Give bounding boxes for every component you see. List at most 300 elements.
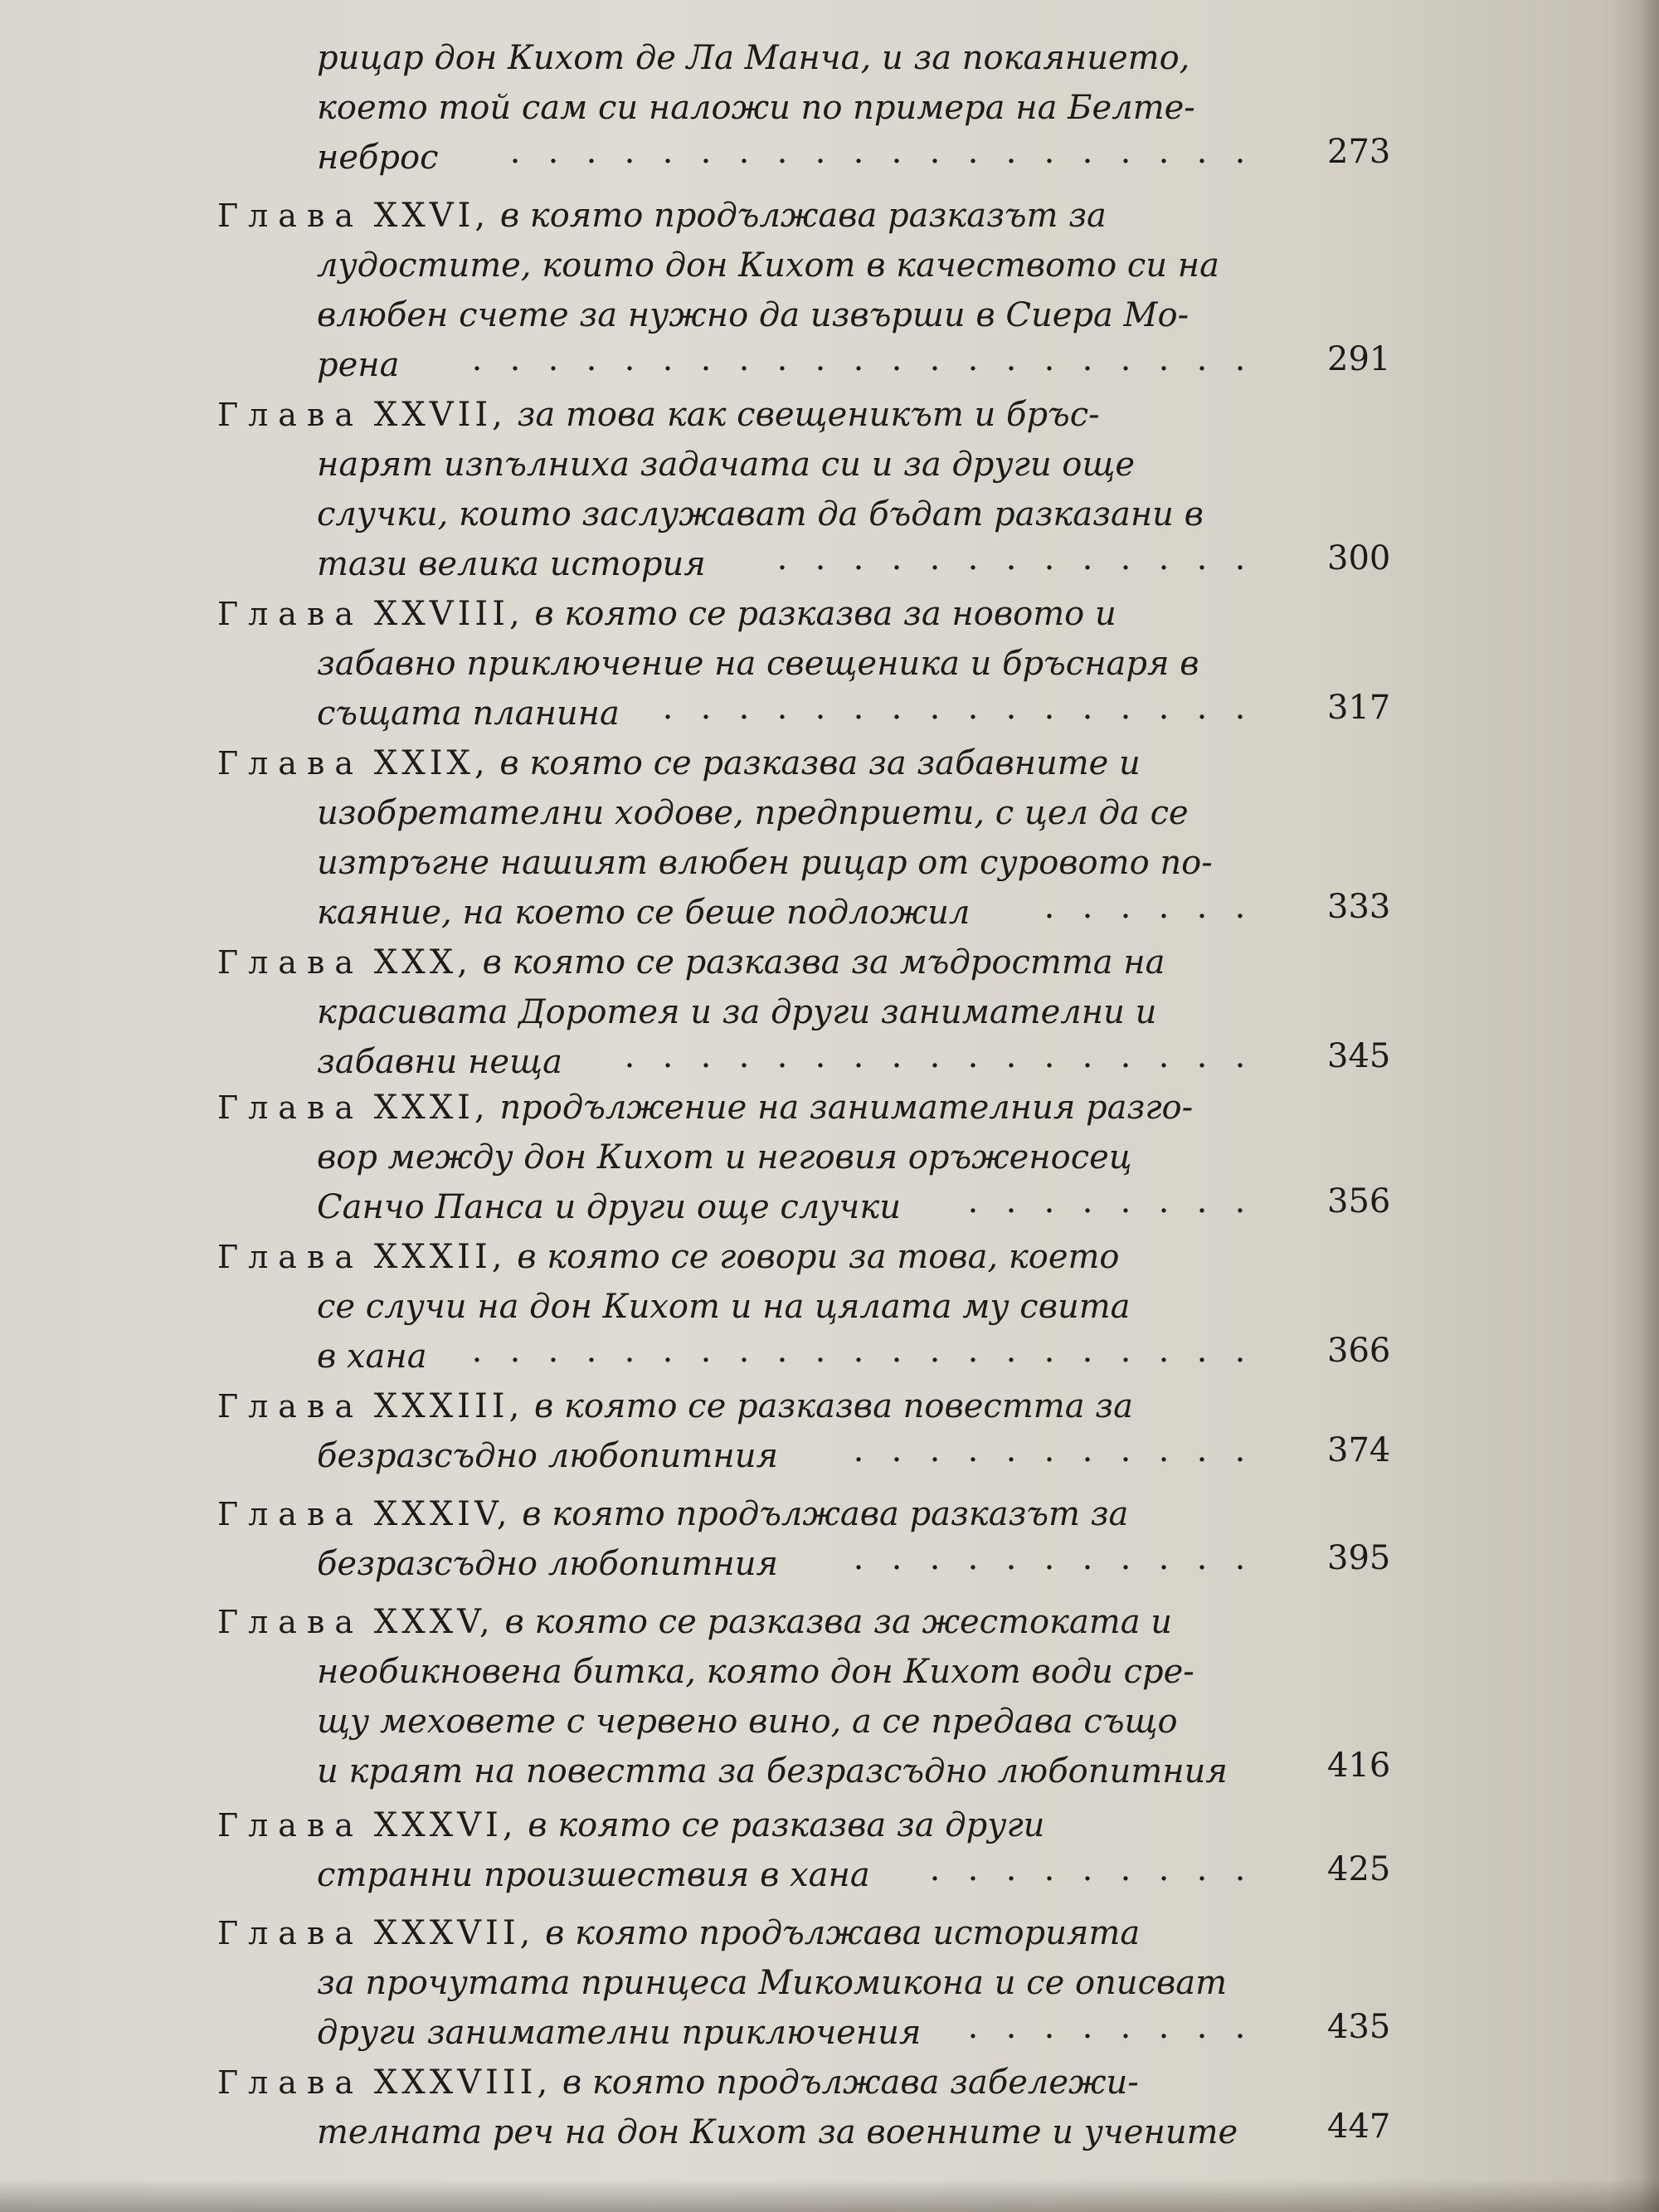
leader-dot: . [1234, 1539, 1246, 1577]
leader-dot: . [1158, 1850, 1170, 1888]
toc-entry [0, 33, 1659, 183]
leader-dot: . [586, 1332, 597, 1370]
leader-dot: . [815, 1037, 826, 1075]
leader-dot: . [1158, 1431, 1170, 1469]
toc-entry-line [217, 1908, 1659, 1958]
page-number: 374 [1327, 1431, 1391, 1469]
toc-entry [0, 191, 1659, 390]
leader-dot: . [547, 1332, 559, 1370]
leader-dot: . [1158, 133, 1170, 171]
leader-dot: . [700, 689, 712, 727]
chapter-title-text: в която продължава разказът за [522, 1495, 1129, 1533]
leader-dot: . [891, 1539, 902, 1577]
chapter-label: Глава [217, 944, 364, 981]
leader-dot: . [1044, 689, 1055, 727]
leader-dot: . [1234, 1431, 1246, 1469]
leader-dots [916, 1850, 1259, 1888]
chapter-label: Глава [217, 1915, 364, 1951]
leader-dot: . [929, 1037, 941, 1075]
leader-dot: . [1044, 1539, 1055, 1577]
leader-dot: . [509, 340, 521, 378]
toc-entry-line [317, 788, 1659, 838]
toc-entry-line [217, 938, 1659, 987]
toc-entry-line [217, 1083, 1659, 1133]
leader-dot: . [1044, 340, 1055, 378]
leader-dot: . [776, 1332, 788, 1370]
toc-entry-line [317, 440, 1659, 490]
leader-dot: . [1120, 539, 1131, 577]
leader-dot: . [1234, 539, 1246, 577]
chapter-title-text: безразсъдно любопитния [317, 1545, 778, 1583]
leader-dot: . [929, 539, 941, 577]
leader-dot: . [1005, 2008, 1017, 2046]
leader-dot: . [853, 340, 864, 378]
leader-dot: . [1120, 1332, 1131, 1370]
leader-dot: . [700, 1037, 712, 1075]
toc-entry-line [217, 191, 1659, 241]
leader-dot: . [967, 2008, 979, 2046]
page-number: 356 [1327, 1182, 1391, 1220]
chapter-title-text: в която продължава историята [545, 1914, 1141, 1952]
chapter-title-text: забавно приключение на свещеника и бръснаря в [317, 645, 1199, 683]
chapter-title-text: в която се разказва за мъдростта на [482, 943, 1165, 982]
toc-entry-line [317, 290, 1659, 340]
leader-dot: . [662, 340, 674, 378]
leader-dot: . [853, 1539, 864, 1577]
leader-dot: . [853, 1431, 864, 1469]
leader-dot: . [1044, 1431, 1055, 1469]
chapter-title-text: в която се разказва за други [528, 1806, 1045, 1844]
leader-dot: . [1196, 2008, 1208, 2046]
leader-dot: . [967, 689, 979, 727]
toc-entry [0, 1800, 1659, 1900]
leader-dot: . [586, 340, 597, 378]
chapter-label: Глава [217, 1388, 364, 1425]
leader-dot: . [853, 1037, 864, 1075]
chapter-label: Глава [217, 1604, 364, 1640]
chapter-title-text: рицар дон Кихот де Ла Манча, и за покаянието, [317, 39, 1190, 77]
leader-dot: . [776, 1037, 788, 1075]
toc-entry-line [217, 1489, 1659, 1539]
toc-entry-line [317, 1958, 1659, 2008]
leader-dot: . [815, 1332, 826, 1370]
chapter-label: Глава [217, 1089, 364, 1126]
leader-dot: . [1082, 1431, 1093, 1469]
toc-entry [0, 1597, 1659, 1796]
leader-dot: . [1196, 1539, 1208, 1577]
leader-dot: . [700, 340, 712, 378]
toc-entry [0, 2058, 1659, 2157]
toc-entry-line [217, 1800, 1659, 1850]
leader-dot: . [1120, 2008, 1131, 2046]
chapter-title-text: в която продължава забележи- [562, 2063, 1139, 2102]
leader-dot: . [1044, 133, 1055, 171]
chapter-title-text: в която се разказва за забавните и [499, 744, 1141, 782]
leader-dot: . [776, 133, 788, 171]
leader-dot: . [1234, 2008, 1246, 2046]
page-number: 447 [1327, 2107, 1391, 2146]
chapter-title-text: изтръгне нашият влюбен рицар от суровото по- [317, 844, 1213, 882]
leader-dot: . [700, 1332, 712, 1370]
leader-dot: . [1158, 340, 1170, 378]
leader-dots [954, 2008, 1259, 2046]
leader-dot: . [1120, 1431, 1131, 1469]
chapter-title-text: продължение на занимателния разго- [499, 1089, 1194, 1127]
leader-dot: . [1120, 888, 1131, 926]
leader-dot: . [967, 1539, 979, 1577]
chapter-title-text: Санчо Панса и други още случки [317, 1188, 901, 1226]
leader-dot: . [891, 539, 902, 577]
chapter-title-text: случки, които заслужават да бъдат разказани в [317, 495, 1204, 534]
chapter-title-text: се случи на дон Кихот и на цялата му свита [317, 1288, 1131, 1326]
leader-dot: . [624, 133, 635, 171]
chapter-number: XXIX, [373, 744, 489, 782]
leader-dot: . [891, 1431, 902, 1469]
leader-dot: . [929, 1431, 941, 1469]
leader-dot: . [776, 689, 788, 727]
leader-dot: . [815, 133, 826, 171]
chapter-number: XXXIII, [373, 1387, 524, 1425]
chapter-title-text: влюбен счете за нужно да извърши в Сиера Мо- [317, 296, 1190, 334]
leader-dot: . [929, 133, 941, 171]
toc-entry-line [217, 2058, 1659, 2107]
page-number: 425 [1327, 1850, 1391, 1888]
leader-dot: . [1196, 689, 1208, 727]
chapter-title-text: красивата Доротея и за други занимателни и [317, 993, 1157, 1031]
leader-dot: . [1005, 1850, 1017, 1888]
leader-dot: . [1005, 1332, 1017, 1370]
leader-dot: . [662, 689, 674, 727]
leader-dot: . [1082, 539, 1093, 577]
leader-dot: . [1158, 1182, 1170, 1220]
toc-entry [0, 1083, 1659, 1232]
chapter-title-text: в хана [317, 1337, 427, 1376]
toc-entry [0, 738, 1659, 938]
chapter-number: XXVII, [373, 396, 507, 434]
leader-dot: . [776, 539, 788, 577]
leader-dot: . [891, 689, 902, 727]
leader-dot: . [1082, 340, 1093, 378]
leader-dot: . [1005, 1182, 1017, 1220]
chapter-title-text: в която се разказва повестта за [534, 1387, 1133, 1425]
leader-dot: . [1196, 888, 1208, 926]
leader-dot: . [1005, 539, 1017, 577]
chapter-number: XXXV, [373, 1603, 494, 1641]
leader-dot: . [853, 539, 864, 577]
leader-dots [763, 539, 1259, 577]
chapter-title-text: телната реч на дон Кихот за военните и учените [317, 2113, 1238, 2151]
chapter-label: Глава [217, 2064, 364, 2101]
leader-dots [611, 1037, 1259, 1075]
leader-dot: . [853, 689, 864, 727]
chapter-label: Глава [217, 397, 364, 433]
leader-dot: . [891, 1037, 902, 1075]
toc-entry-line [317, 1647, 1659, 1697]
chapter-title-text: каяние, на което се беше подложил [317, 894, 971, 932]
leader-dot: . [1234, 340, 1246, 378]
page-number: 317 [1327, 689, 1391, 727]
leader-dot: . [815, 689, 826, 727]
toc-entry-line [317, 639, 1659, 689]
leader-dot: . [1158, 1332, 1170, 1370]
leader-dot: . [586, 133, 597, 171]
leader-dot: . [1158, 1539, 1170, 1577]
chapter-number: XXVIII, [373, 595, 524, 633]
leader-dot: . [929, 689, 941, 727]
chapter-title-text: вор между дон Кихот и неговия оръженосец [317, 1138, 1132, 1177]
chapter-number: XXXIV, [373, 1495, 512, 1533]
page-number: 366 [1327, 1332, 1391, 1370]
chapter-title-text: лудостите, които дон Кихот в качеството си на [317, 246, 1219, 285]
leader-dot: . [929, 1850, 941, 1888]
chapter-label: Глава [217, 1807, 364, 1844]
page-number: 273 [1327, 133, 1391, 171]
chapter-number: XXXVII, [373, 1914, 535, 1952]
toc-entry-line [317, 490, 1659, 539]
toc-entry-line [317, 1133, 1659, 1182]
leader-dot: . [815, 539, 826, 577]
leader-dot: . [1044, 1182, 1055, 1220]
leader-dot: . [1120, 133, 1131, 171]
leader-dot: . [1005, 1539, 1017, 1577]
leader-dot: . [1234, 1182, 1246, 1220]
toc-entry-line [317, 888, 1659, 938]
leader-dot: . [1120, 689, 1131, 727]
leader-dot: . [509, 1332, 521, 1370]
leader-dots [1030, 888, 1259, 926]
toc-entry [0, 1489, 1659, 1589]
leader-dot: . [853, 133, 864, 171]
chapter-number: XXXII, [373, 1238, 507, 1276]
toc-entry-line [217, 589, 1659, 639]
leader-dot: . [1082, 1037, 1093, 1075]
leader-dots [649, 689, 1259, 727]
leader-dot: . [1196, 340, 1208, 378]
leader-dot: . [1196, 1182, 1208, 1220]
leader-dot: . [1196, 1037, 1208, 1075]
page-number: 300 [1327, 539, 1391, 577]
leader-dot: . [1158, 2008, 1170, 2046]
leader-dot: . [662, 133, 674, 171]
toc-entry [0, 1908, 1659, 2058]
leader-dot: . [1158, 888, 1170, 926]
leader-dot: . [1082, 2008, 1093, 2046]
leader-dot: . [624, 1037, 635, 1075]
leader-dot: . [1044, 539, 1055, 577]
chapter-title-text: в която се разказва за новото и [534, 595, 1117, 633]
leader-dot: . [967, 1037, 979, 1075]
chapter-title-text: неброс [317, 139, 439, 177]
toc-entry-line [217, 1381, 1659, 1431]
chapter-title-text: щу меховете с червено вино, а се предава също [317, 1703, 1178, 1741]
leader-dot: . [624, 340, 635, 378]
page-number: 395 [1327, 1539, 1391, 1577]
leader-dot: . [547, 133, 559, 171]
chapter-title-text: нарят изпълниха задачата си и за други още [317, 446, 1136, 484]
chapter-title-text: за това как свещеникът и бръс- [517, 396, 1100, 434]
leader-dot: . [1005, 133, 1017, 171]
chapter-title-text: в която продължава разказът за [499, 197, 1107, 235]
leader-dots [839, 1431, 1259, 1469]
leader-dot: . [1234, 133, 1246, 171]
leader-dot: . [929, 1539, 941, 1577]
leader-dot: . [776, 340, 788, 378]
leader-dot: . [967, 1332, 979, 1370]
leader-dot: . [853, 1332, 864, 1370]
chapter-title-text: за прочутата принцеса Микомикона и се описват [317, 1964, 1228, 2002]
toc-entry-line [317, 241, 1659, 290]
chapter-label: Глава [217, 1239, 364, 1275]
leader-dot: . [1196, 1431, 1208, 1469]
leader-dot: . [1234, 689, 1246, 727]
leader-dot: . [1234, 1037, 1246, 1075]
leader-dot: . [1120, 1539, 1131, 1577]
leader-dot: . [662, 1332, 674, 1370]
leader-dot: . [1082, 888, 1093, 926]
leader-dot: . [1120, 1182, 1131, 1220]
leader-dots [458, 340, 1259, 378]
leader-dot: . [815, 340, 826, 378]
leader-dot: . [1005, 689, 1017, 727]
leader-dot: . [1234, 1850, 1246, 1888]
toc-entry [0, 1381, 1659, 1481]
chapter-label: Глава [217, 596, 364, 632]
leader-dot: . [1082, 1539, 1093, 1577]
leader-dot: . [967, 340, 979, 378]
leader-dot: . [1120, 1037, 1131, 1075]
chapter-label: Глава [217, 197, 364, 234]
leader-dot: . [1234, 1332, 1246, 1370]
chapter-title-text: същата планина [317, 694, 620, 733]
leader-dot: . [967, 539, 979, 577]
toc-entry-line [317, 1282, 1659, 1332]
leader-dot: . [1044, 1850, 1055, 1888]
leader-dots [458, 1332, 1259, 1370]
chapter-number: XXXI, [373, 1089, 489, 1127]
page-number: 416 [1327, 1747, 1391, 1785]
leader-dot: . [1082, 1182, 1093, 1220]
chapter-label: Глава [217, 1496, 364, 1532]
leader-dot: . [738, 1332, 750, 1370]
chapter-title-text: тази велика история [317, 545, 706, 583]
leader-dot: . [1082, 133, 1093, 171]
leader-dot: . [1082, 1332, 1093, 1370]
leader-dot: . [1044, 1332, 1055, 1370]
leader-dot: . [1120, 340, 1131, 378]
leader-dot: . [1005, 340, 1017, 378]
chapter-title-text: други занимателни приключения [317, 2014, 922, 2052]
leader-dot: . [738, 1037, 750, 1075]
leader-dot: . [891, 133, 902, 171]
leader-dot: . [1005, 1037, 1017, 1075]
toc-entry [0, 938, 1659, 1087]
leader-dots [839, 1539, 1259, 1577]
leader-dot: . [967, 1182, 979, 1220]
leader-dot: . [738, 340, 750, 378]
leader-dot: . [967, 133, 979, 171]
chapter-title-text: рена [317, 346, 400, 384]
leader-dot: . [1196, 1850, 1208, 1888]
leader-dot: . [891, 1332, 902, 1370]
chapter-number: XXXVIII, [373, 2063, 552, 2102]
chapter-title-text: и краят на повестта за безразсъдно любопитния [317, 1752, 1228, 1791]
leader-dot: . [891, 340, 902, 378]
leader-dot: . [929, 340, 941, 378]
leader-dot: . [1044, 2008, 1055, 2046]
leader-dot: . [1044, 1037, 1055, 1075]
chapter-title-text: изобретателни ходове, предприети, с цел да се [317, 794, 1189, 832]
leader-dot: . [624, 1332, 635, 1370]
toc-entry-line [217, 390, 1659, 440]
chapter-title-text: забавни неща [317, 1043, 562, 1081]
toc-entry-line [317, 33, 1659, 83]
leader-dots [954, 1182, 1259, 1220]
toc-entry-line [217, 1232, 1659, 1282]
leader-dot: . [929, 1332, 941, 1370]
leader-dot: . [547, 340, 559, 378]
chapter-title-text: странни произшествия в хана [317, 1856, 870, 1894]
leader-dot: . [471, 340, 483, 378]
leader-dot: . [1120, 1850, 1131, 1888]
leader-dot: . [471, 1332, 483, 1370]
leader-dot: . [1082, 689, 1093, 727]
leader-dot: . [1196, 1332, 1208, 1370]
leader-dot: . [1005, 1431, 1017, 1469]
page-number: 435 [1327, 2008, 1391, 2046]
leader-dot: . [509, 133, 521, 171]
leader-dots [496, 133, 1259, 171]
chapter-number: XXVI, [373, 197, 490, 235]
page-number: 333 [1327, 888, 1391, 926]
page-number: 291 [1327, 340, 1391, 378]
toc-entry-line [317, 1747, 1659, 1796]
toc-entry [0, 1232, 1659, 1381]
leader-dot: . [1196, 539, 1208, 577]
toc-entry [0, 589, 1659, 738]
chapter-title-text: което той сам си наложи по примера на Белте- [317, 89, 1195, 127]
toc-entry-line [317, 838, 1659, 888]
chapter-label: Глава [217, 745, 364, 782]
leader-dot: . [967, 1431, 979, 1469]
toc-entry-line [217, 738, 1659, 788]
leader-dot: . [738, 689, 750, 727]
chapter-title-text: в която се разказва за жестоката и [504, 1603, 1173, 1641]
leader-dot: . [738, 133, 750, 171]
leader-dot: . [1082, 1850, 1093, 1888]
chapter-title-text: в която се говори за това, което [517, 1238, 1120, 1276]
chapter-number: XXXVI, [373, 1806, 518, 1844]
chapter-title-text: безразсъдно любопитния [317, 1437, 778, 1475]
leader-dot: . [1158, 539, 1170, 577]
toc-entry [0, 390, 1659, 589]
leader-dot: . [967, 1850, 979, 1888]
leader-dot: . [1158, 1037, 1170, 1075]
leader-dot: . [1234, 888, 1246, 926]
leader-dot: . [700, 133, 712, 171]
chapter-title-text: необикновена битка, която дон Кихот води сре- [317, 1653, 1194, 1691]
toc-entry-line [317, 1697, 1659, 1747]
leader-dot: . [1158, 689, 1170, 727]
chapter-number: XXX, [373, 943, 472, 982]
leader-dot: . [662, 1037, 674, 1075]
toc-entry-line [317, 2107, 1659, 2157]
toc-entry-line [317, 987, 1659, 1037]
toc-entry-line [217, 1597, 1659, 1647]
leader-dot: . [1044, 888, 1055, 926]
page-number: 345 [1327, 1037, 1391, 1075]
toc-entry-line [317, 83, 1659, 133]
leader-dot: . [1196, 133, 1208, 171]
